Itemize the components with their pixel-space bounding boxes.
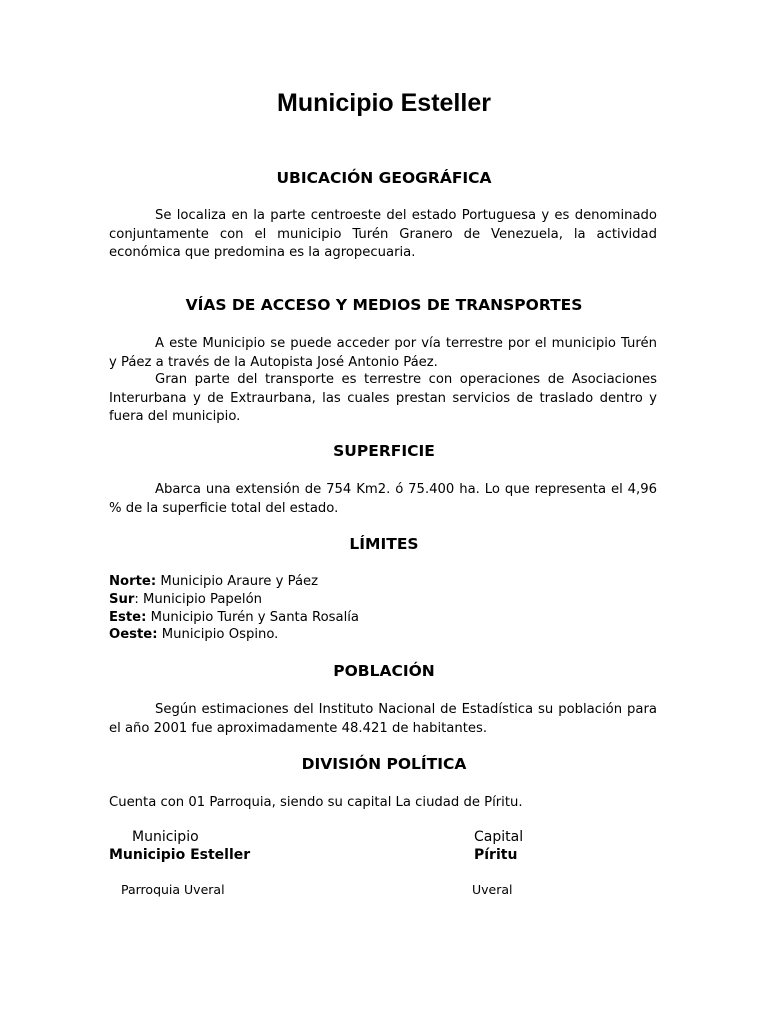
heading-division: DIVISIÓN POLÍTICA xyxy=(301,755,467,773)
limit-value: : Municipio Papelón xyxy=(134,592,263,607)
heading-limites: LÍMITES xyxy=(349,535,419,553)
limit-label: Sur xyxy=(109,592,135,607)
table-cell-municipio-name: Municipio Esteller xyxy=(109,847,251,863)
table-cell-municipio-capital: Píritu xyxy=(474,847,518,863)
limit-value: Municipio Turén y Santa Rosalía xyxy=(146,610,360,625)
paragraph-vias-1: A este Municipio se puede acceder por vía terrestre por el municipio Turén y Páez a través de la Autopista José Antonio Páez. xyxy=(109,336,657,370)
heading-poblacion: POBLACIÓN xyxy=(333,662,435,680)
limit-este xyxy=(109,609,657,627)
heading-superficie: SUPERFICIE xyxy=(333,442,435,460)
paragraph-ubicacion: Se localiza en la parte centroeste del estado Portuguesa y es denominado conjuntamente con el municipio Turén Granero de Venezuela, la actividad económica que predomina es la agropecuaria. xyxy=(109,208,657,260)
limit-value: Municipio Araure y Páez xyxy=(156,574,319,589)
limit-label: Oeste: xyxy=(109,627,158,642)
paragraph-division: Cuenta con 01 Parroquia, siendo su capital La ciudad de Píritu. xyxy=(109,795,523,810)
document-title: Municipio Esteller xyxy=(277,89,491,117)
table-cell-parroquia-name: Parroquia Uveral xyxy=(121,882,225,897)
table-header-capital: Capital xyxy=(474,829,524,845)
paragraph-poblacion: Según estimaciones del Instituto Nacional de Estadística su población para el año 2001 fue aproximadamente 48.421 de habitantes. xyxy=(109,702,657,736)
limit-sur xyxy=(109,591,657,609)
limit-oeste xyxy=(109,626,657,644)
limit-label: Norte: xyxy=(109,574,157,589)
limit-norte xyxy=(109,573,657,591)
paragraph-superficie: Abarca una extensión de 754 Km2. ó 75.400 ha. Lo que representa el 4,96 % de la superficie total del estado. xyxy=(109,482,657,516)
table-cell-parroquia-capital: Uveral xyxy=(472,882,513,897)
heading-vias: VÍAS DE ACCESO Y MEDIOS DE TRANSPORTES xyxy=(185,296,583,314)
limit-label: Este: xyxy=(109,610,147,625)
limit-value: Municipio Ospino. xyxy=(157,627,279,642)
paragraph-vias-2: Gran parte del transporte es terrestre con operaciones de Asociaciones Interurbana y de Extraurbana, las cuales prestan servicios de traslado dentro y fuera del municipio. xyxy=(109,372,657,424)
heading-ubicacion: UBICACIÓN GEOGRÁFICA xyxy=(276,169,492,187)
table-header-municipio: Municipio xyxy=(132,829,199,845)
